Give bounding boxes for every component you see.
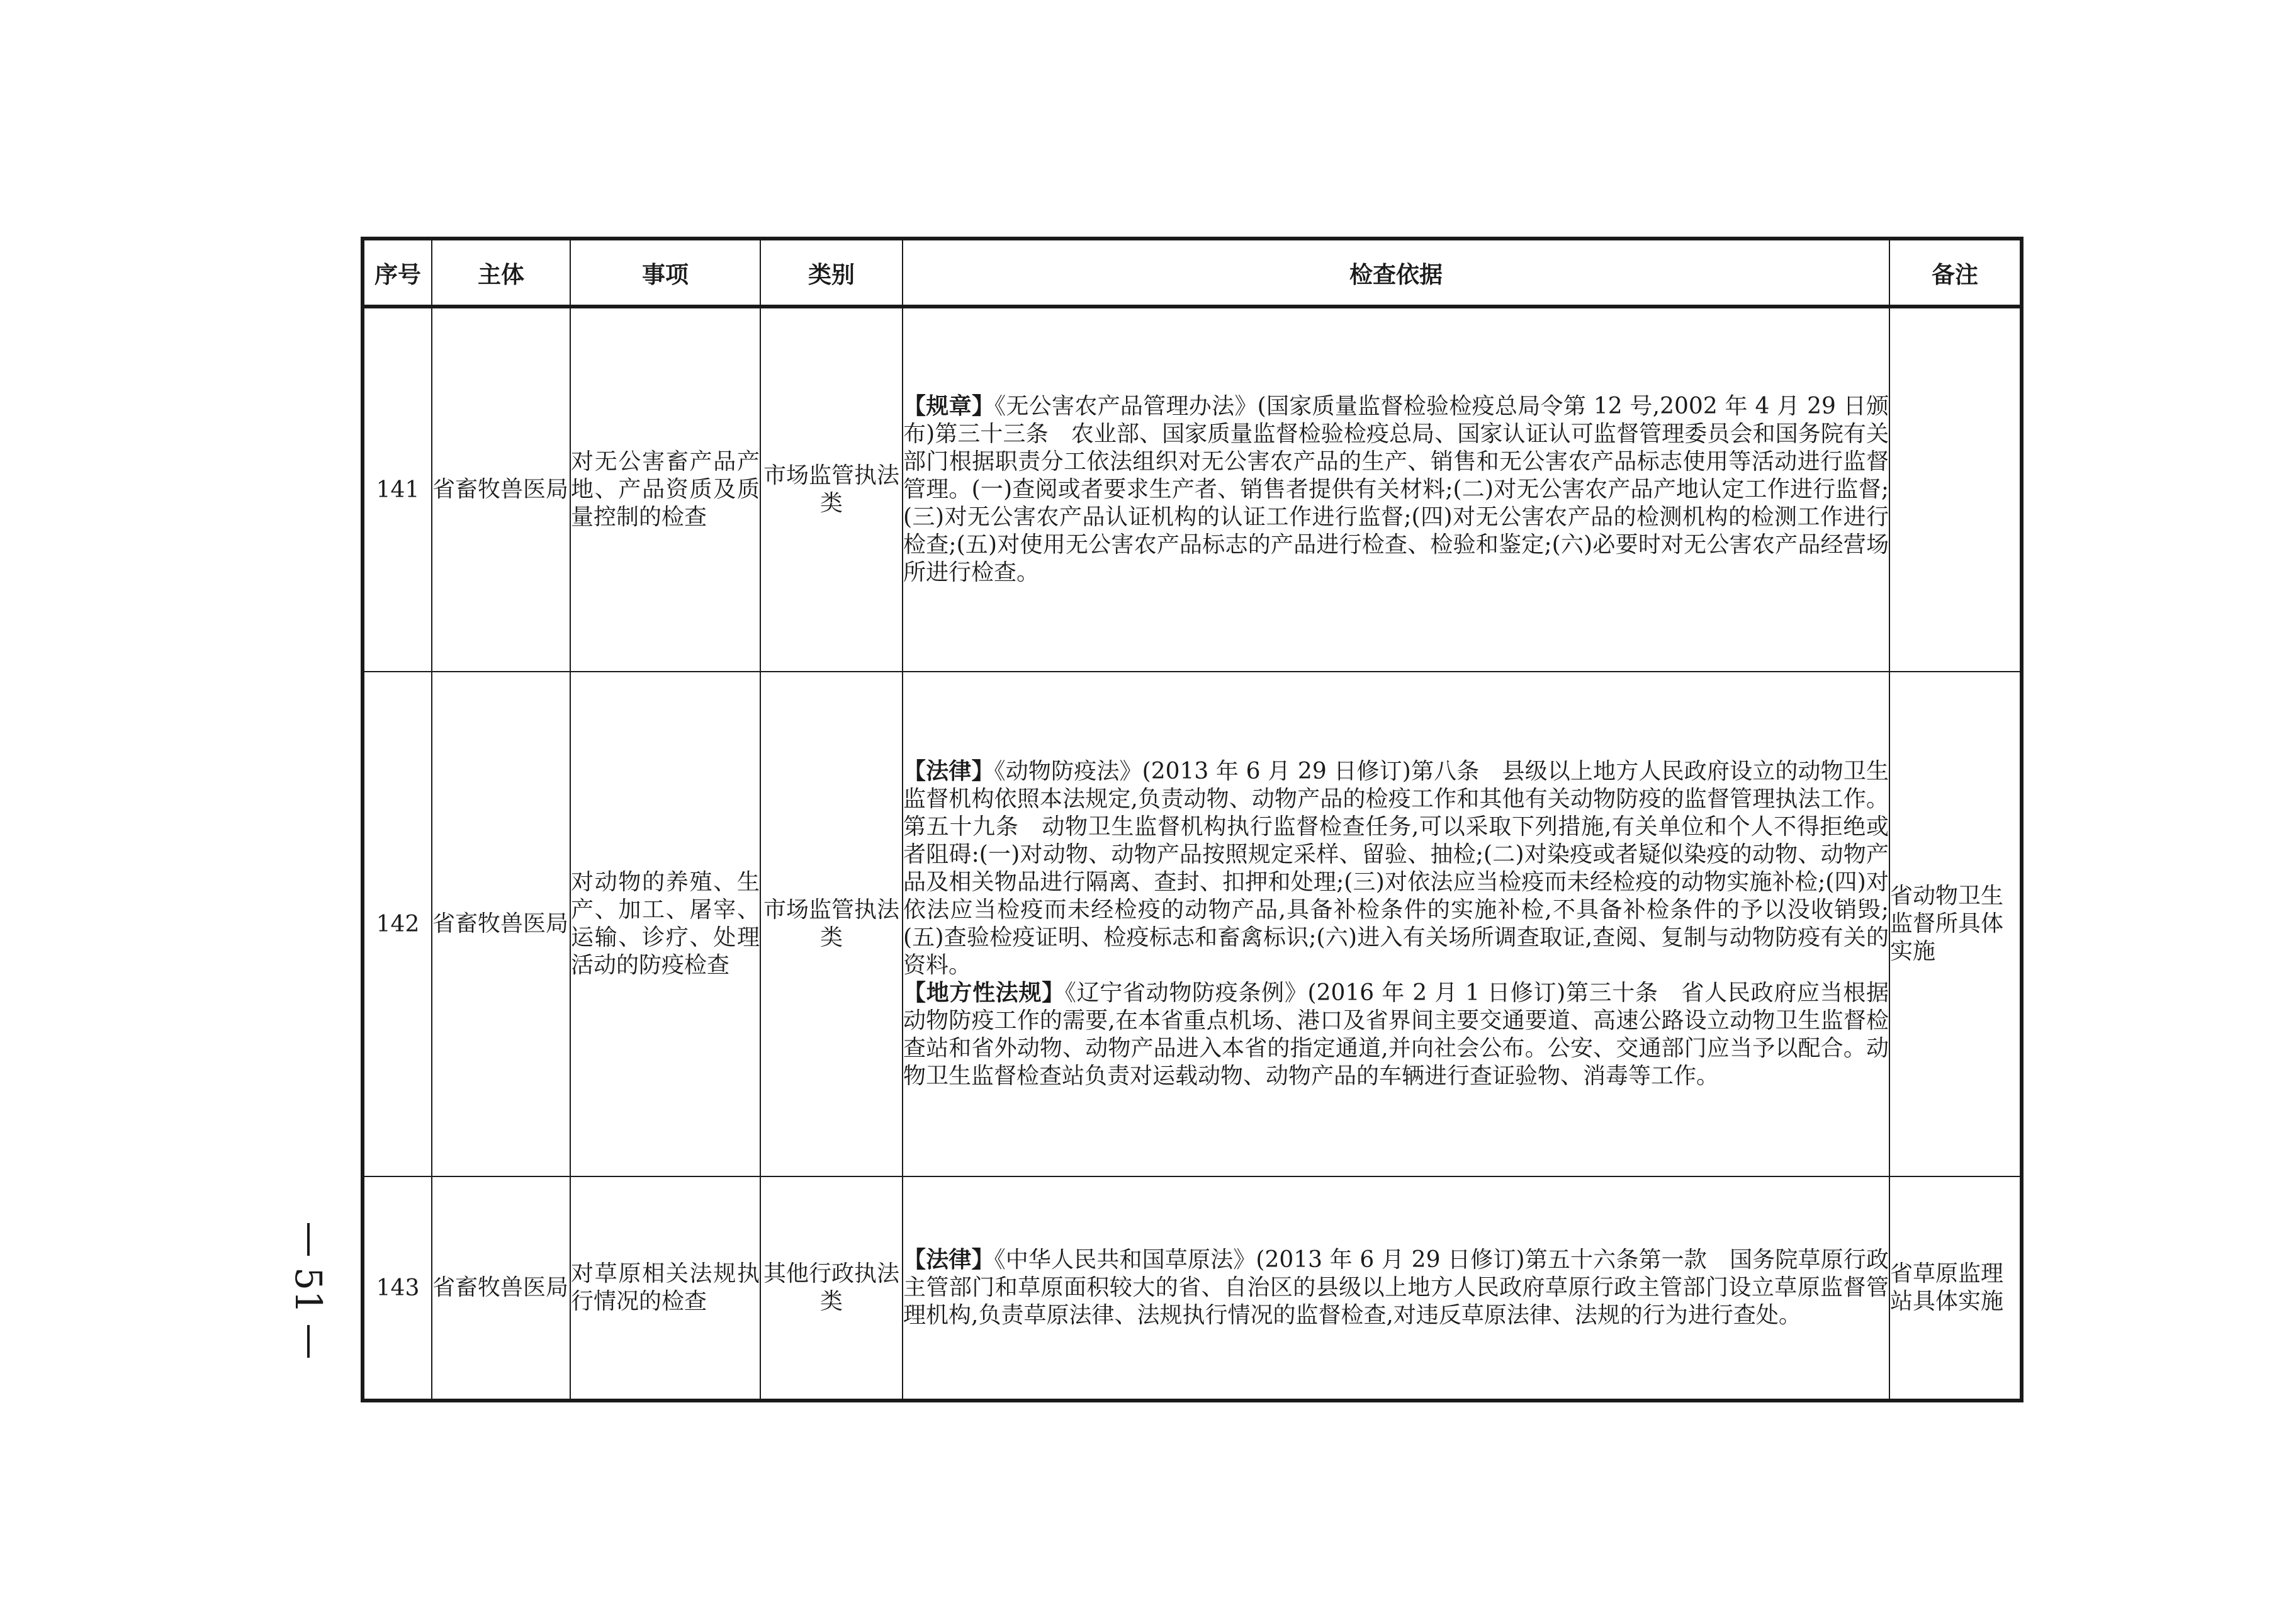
basis-tag: 【规章】 [903, 393, 995, 419]
row-category: 市场监管执法类 [760, 307, 903, 672]
table-row [363, 307, 2022, 672]
basis-text: 《动物防疫法》(2013 年 6 月 29 日修订)第八条 县级以上地方人民政府设立的动物卫生监督机构依照本法规定,负责动物、动物产品的检疫工作和其他有关动物防疫的监督管理执法工作。第五十九条 动物卫生监督机构执行监督检查任务,可以采取下列措施,有关单位和个人不得拒绝或者阻碍:(一)对动物、动物产品按照规定采样、留验、抽检;(二)对染疫或者疑似染疫的动物、动物产品及相关物品进行隔离、查封、扣押和处理;(三)对依法应当检疫而未经检疫的动物实施补检;(四)对依法应当检疫而未经检疫的动物产品,具备补检条件的实施补检,不具备补检条件的予以没收销毁;(五)查验检疫证明、检疫标志和畜禽标识;(六)进入有关场所调查取证,查阅、复制与动物防疫有关的资料。 [903, 758, 1889, 978]
header-category: 类别 [760, 239, 903, 307]
basis-paragraph [903, 1246, 1889, 1329]
header-note: 备注 [1889, 239, 2022, 307]
table-row [363, 1176, 2022, 1401]
basis-tag: 【地方性法规】 [903, 980, 1065, 1006]
basis-paragraph [903, 979, 1889, 1090]
basis-text: 《无公害农产品管理办法》(国家质量监督检验检疫总局令第 12 号,2002 年 4 月 29 日颁布)第三十三条 农业部、国家质量监督检验检疫总局、国家认证认可监督管理委员会和国务院有关部门根据职责分工依法组织对无公害农产品的生产、销售和无公害农产品标志使用等活动进行监督管理。(一)查阅或者要求生产者、销售者提供有关材料;(二)对无公害农产品产地认定工作进行监督;(三)对无公害农产品认证机构的认证工作进行监督;(四)对无公害农产品的检测机构的检测工作进行检查;(五)对使用无公害农产品标志的产品进行检查、检验和鉴定;(六)必要时对无公害农产品经营场所进行检查。 [903, 393, 1889, 585]
header-seq: 序号 [363, 239, 432, 307]
row-basis [903, 672, 1889, 1176]
page-number-dash-bottom [307, 1325, 310, 1358]
page-number-dash-top [307, 1223, 310, 1256]
table-row [363, 672, 2022, 1176]
row-seq: 143 [363, 1176, 432, 1401]
row-item: 对动物的养殖、生产、加工、屠宰、运输、诊疗、处理活动的防疫检查 [570, 672, 760, 1176]
row-note [1889, 307, 2022, 672]
header-basis: 检查依据 [903, 239, 1889, 307]
row-basis [903, 307, 1889, 672]
row-subject: 省畜牧兽医局 [432, 672, 570, 1176]
page-number-value: 51 [287, 1267, 330, 1314]
row-note: 省草原监理站具体实施 [1889, 1176, 2022, 1401]
row-basis [903, 1176, 1889, 1401]
page-number [271, 1196, 346, 1385]
row-subject: 省畜牧兽医局 [432, 307, 570, 672]
basis-text: 《中华人民共和国草原法》(2013 年 6 月 29 日修订)第五十六条第一款 国务院草原行政主管部门和草原面积较大的省、自治区的县级以上地方人民政府草原行政主管部门设立草原监督管理机构,负责草原法律、法规执行情况的监督检查,对违反草原法律、法规的行为进行查处。 [903, 1247, 1889, 1328]
row-category: 市场监管执法类 [760, 672, 903, 1176]
basis-paragraph [903, 758, 1889, 979]
header-item: 事项 [570, 239, 760, 307]
row-subject: 省畜牧兽医局 [432, 1176, 570, 1401]
row-seq: 141 [363, 307, 432, 672]
basis-tag: 【法律】 [903, 758, 994, 784]
basis-paragraph [903, 393, 1889, 587]
row-note: 省动物卫生监督所具体实施 [1889, 672, 2022, 1176]
table-header-row [363, 239, 2022, 307]
inspection-table [361, 237, 2024, 1402]
header-subject: 主体 [432, 239, 570, 307]
row-item: 对草原相关法规执行情况的检查 [570, 1176, 760, 1401]
basis-text: 《辽宁省动物防疫条例》(2016 年 2 月 1 日修订)第三十条 省人民政府应当根据动物防疫工作的需要,在本省重点机场、港口及省界间主要交通要道、高速公路设立动物卫生监督检查站和省外动物、动物产品进入本省的指定通道,并向社会公布。公安、交通部门应当予以配合。动物卫生监督检查站负责对运载动物、动物产品的车辆进行查证验物、消毒等工作。 [903, 980, 1889, 1089]
row-category: 其他行政执法类 [760, 1176, 903, 1401]
row-seq: 142 [363, 672, 432, 1176]
row-item: 对无公害畜产品产地、产品资质及质量控制的检查 [570, 307, 760, 672]
basis-tag: 【法律】 [903, 1247, 994, 1273]
